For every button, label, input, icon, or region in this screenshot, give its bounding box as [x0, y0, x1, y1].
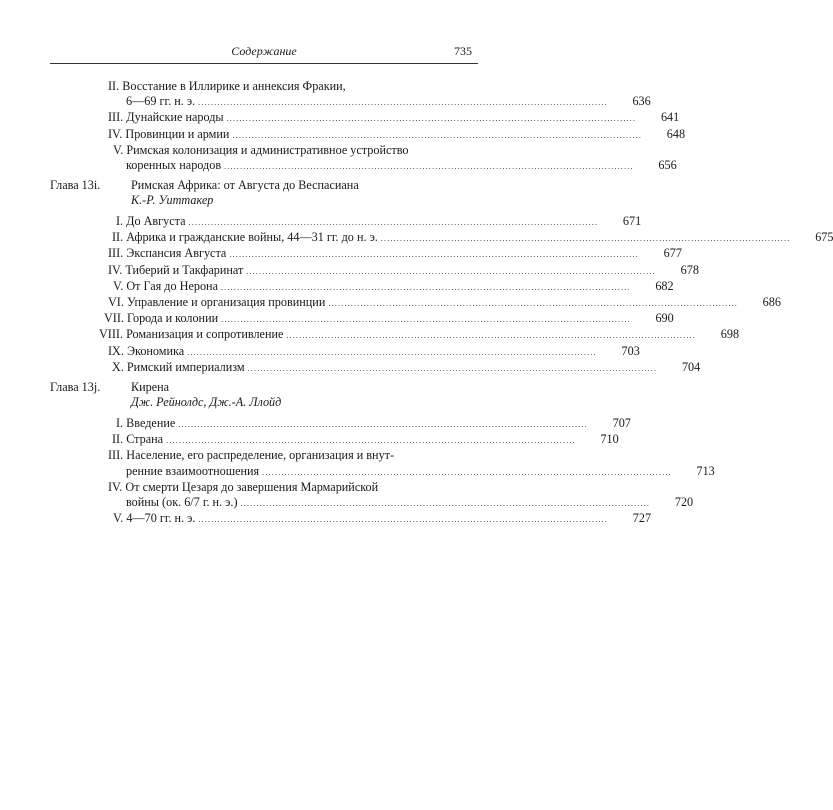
entry-number: III.: [108, 246, 124, 261]
entry-title: Африка и гражданские войны, 44—31 гг. до н. э.: [126, 230, 378, 245]
toc-entry[interactable]: [50, 327, 740, 343]
chapter-authors: К.-Р. Уиттакер: [131, 193, 214, 207]
toc-entry[interactable]: [50, 295, 781, 311]
entry-title: Восстание в Иллирике и аннексия Фракии,: [122, 79, 346, 93]
entry-number: II.: [112, 230, 124, 245]
entry-page: 710: [600, 432, 619, 447]
entry-title: От смерти Цезаря до завершения Мармарийской: [125, 479, 379, 494]
entry-title: Введение: [126, 416, 176, 430]
dot-leader: ................................................................................................................................: [166, 436, 576, 446]
chapter-label: Глава 13j.: [50, 380, 101, 394]
dot-leader: ................................................................................................................................: [380, 234, 791, 244]
toc-section-13j: [50, 416, 715, 527]
toc-section-continued: [50, 79, 686, 174]
toc-entry[interactable]: [50, 246, 682, 262]
dot-leader: ................................................................................................................................: [178, 420, 588, 429]
entry-number: V.: [113, 511, 124, 526]
dot-leader: ................................................................................................................................: [262, 467, 672, 477]
entry-title-cont: коренных народов: [126, 158, 222, 173]
toc-section-13i: [50, 214, 833, 376]
entry-title-cont: ренние взаимоотношения: [126, 463, 260, 478]
dot-leader: ................................................................................................................................: [240, 499, 651, 509]
dot-leader: ................................................................................................................................: [221, 315, 631, 325]
chapter-title[interactable]: Римская Африка: от Августа до Веспасиана: [131, 178, 359, 192]
toc-entry[interactable]: [50, 230, 833, 246]
entry-title: Дунайские народы: [126, 110, 224, 125]
toc-entry[interactable]: [50, 416, 631, 432]
entry-page: 704: [681, 359, 701, 374]
entry-title: От Гая до Нерона: [126, 278, 218, 293]
toc-entry[interactable]: [50, 448, 715, 479]
entry-page: 636: [632, 94, 651, 109]
dot-leader: ................................................................................................................................: [188, 218, 599, 227]
entry-title: До Августа: [126, 214, 186, 228]
entry-page: 641: [660, 110, 680, 125]
entry-page: 713: [696, 463, 715, 478]
entry-page: 720: [674, 495, 694, 510]
entry-title: 4—70 гг. н. э.: [126, 511, 196, 526]
header-rule: [50, 63, 478, 64]
entry-number: IV.: [108, 126, 123, 141]
entry-number: III.: [108, 448, 124, 463]
entry-page: 707: [612, 416, 631, 430]
entry-number: V.: [113, 142, 124, 157]
entry-page: 727: [632, 511, 652, 526]
entry-number: I.: [116, 214, 124, 228]
entry-page: 686: [762, 295, 781, 310]
entry-number: IV.: [108, 262, 123, 277]
entry-page: 703: [621, 343, 640, 358]
dot-leader: ................................................................................................................................: [232, 130, 643, 140]
dot-leader: ................................................................................................................................: [187, 347, 597, 357]
entry-number: VI.: [108, 295, 124, 310]
entry-number: II.: [108, 79, 120, 93]
entry-page: 682: [655, 278, 674, 293]
toc-entry[interactable]: [50, 79, 651, 110]
dot-leader: ................................................................................................................................: [220, 282, 631, 292]
entry-number: VIII.: [99, 327, 124, 342]
dot-leader: ................................................................................................................................: [224, 162, 634, 172]
dot-leader: ................................................................................................................................: [286, 331, 697, 341]
toc-entry[interactable]: [50, 511, 652, 527]
entry-page: 698: [720, 327, 740, 342]
dot-leader: ................................................................................................................................: [229, 250, 639, 260]
toc-entry[interactable]: [50, 479, 694, 511]
entry-title-cont: войны (ок. 6/7 г. н. э.): [126, 495, 238, 510]
dot-leader: ................................................................................................................................: [328, 299, 738, 309]
entry-title: Романизация и сопротивление: [126, 327, 284, 342]
running-title: Содержание: [231, 44, 297, 58]
entry-number: X.: [112, 359, 124, 374]
toc-entry[interactable]: [50, 110, 680, 126]
entry-title: Страна: [126, 432, 164, 447]
toc-entry[interactable]: [50, 214, 642, 230]
entry-number: V.: [113, 278, 124, 293]
entry-page: 690: [655, 311, 674, 326]
entry-number: VII.: [104, 311, 124, 326]
dot-leader: ................................................................................................................................: [198, 515, 609, 525]
entry-page: 675: [815, 230, 833, 245]
entry-number: II.: [112, 432, 124, 447]
toc-entry[interactable]: [50, 278, 674, 295]
toc-entry[interactable]: [50, 432, 619, 448]
toc-entry[interactable]: [50, 359, 701, 376]
chapter-title[interactable]: Кирена: [131, 380, 170, 394]
toc-entry[interactable]: [50, 343, 640, 360]
entry-page: 671: [622, 214, 642, 228]
entry-title: Управление и организация провинции: [126, 295, 326, 310]
entry-title: Римская колонизация и административное устройство: [126, 142, 409, 157]
page-number: 735: [454, 44, 472, 58]
entry-title-cont: 6—69 гг. н. э.: [126, 94, 196, 109]
entry-title: Население, его распределение, организация и внут-: [126, 448, 395, 463]
toc-entry[interactable]: [50, 126, 686, 143]
entry-title: Тиберий и Такфаринат: [125, 262, 244, 277]
dot-leader: ................................................................................................................................: [247, 363, 658, 373]
chapter-label: Глава 13i.: [50, 178, 101, 192]
entry-page: 656: [658, 158, 677, 173]
entry-number: IX.: [108, 343, 124, 358]
entry-number: III.: [108, 110, 124, 125]
entry-title: Экономика: [126, 343, 185, 358]
entry-title: Провинции и армии: [125, 126, 230, 141]
toc-entry[interactable]: [50, 142, 677, 174]
dot-leader: ................................................................................................................................: [246, 266, 656, 276]
entry-number: IV.: [108, 479, 123, 494]
running-header: [50, 44, 478, 62]
toc-entry[interactable]: [50, 262, 699, 279]
entry-title: Римский империализм: [126, 359, 245, 374]
dot-leader: ................................................................................................................................: [226, 114, 637, 124]
entry-page: 677: [663, 246, 682, 261]
entry-number: I.: [116, 416, 124, 430]
toc-entry[interactable]: [50, 311, 674, 327]
chapter-authors: Дж. Рейнолдс, Дж.-А. Ллойд: [131, 395, 282, 409]
entry-page: 648: [666, 126, 686, 141]
entry-page: 678: [680, 262, 699, 277]
entry-title: Экспансия Августа: [126, 246, 227, 261]
entry-title: Города и колонии: [127, 311, 219, 326]
dot-leader: ................................................................................................................................: [198, 98, 608, 108]
